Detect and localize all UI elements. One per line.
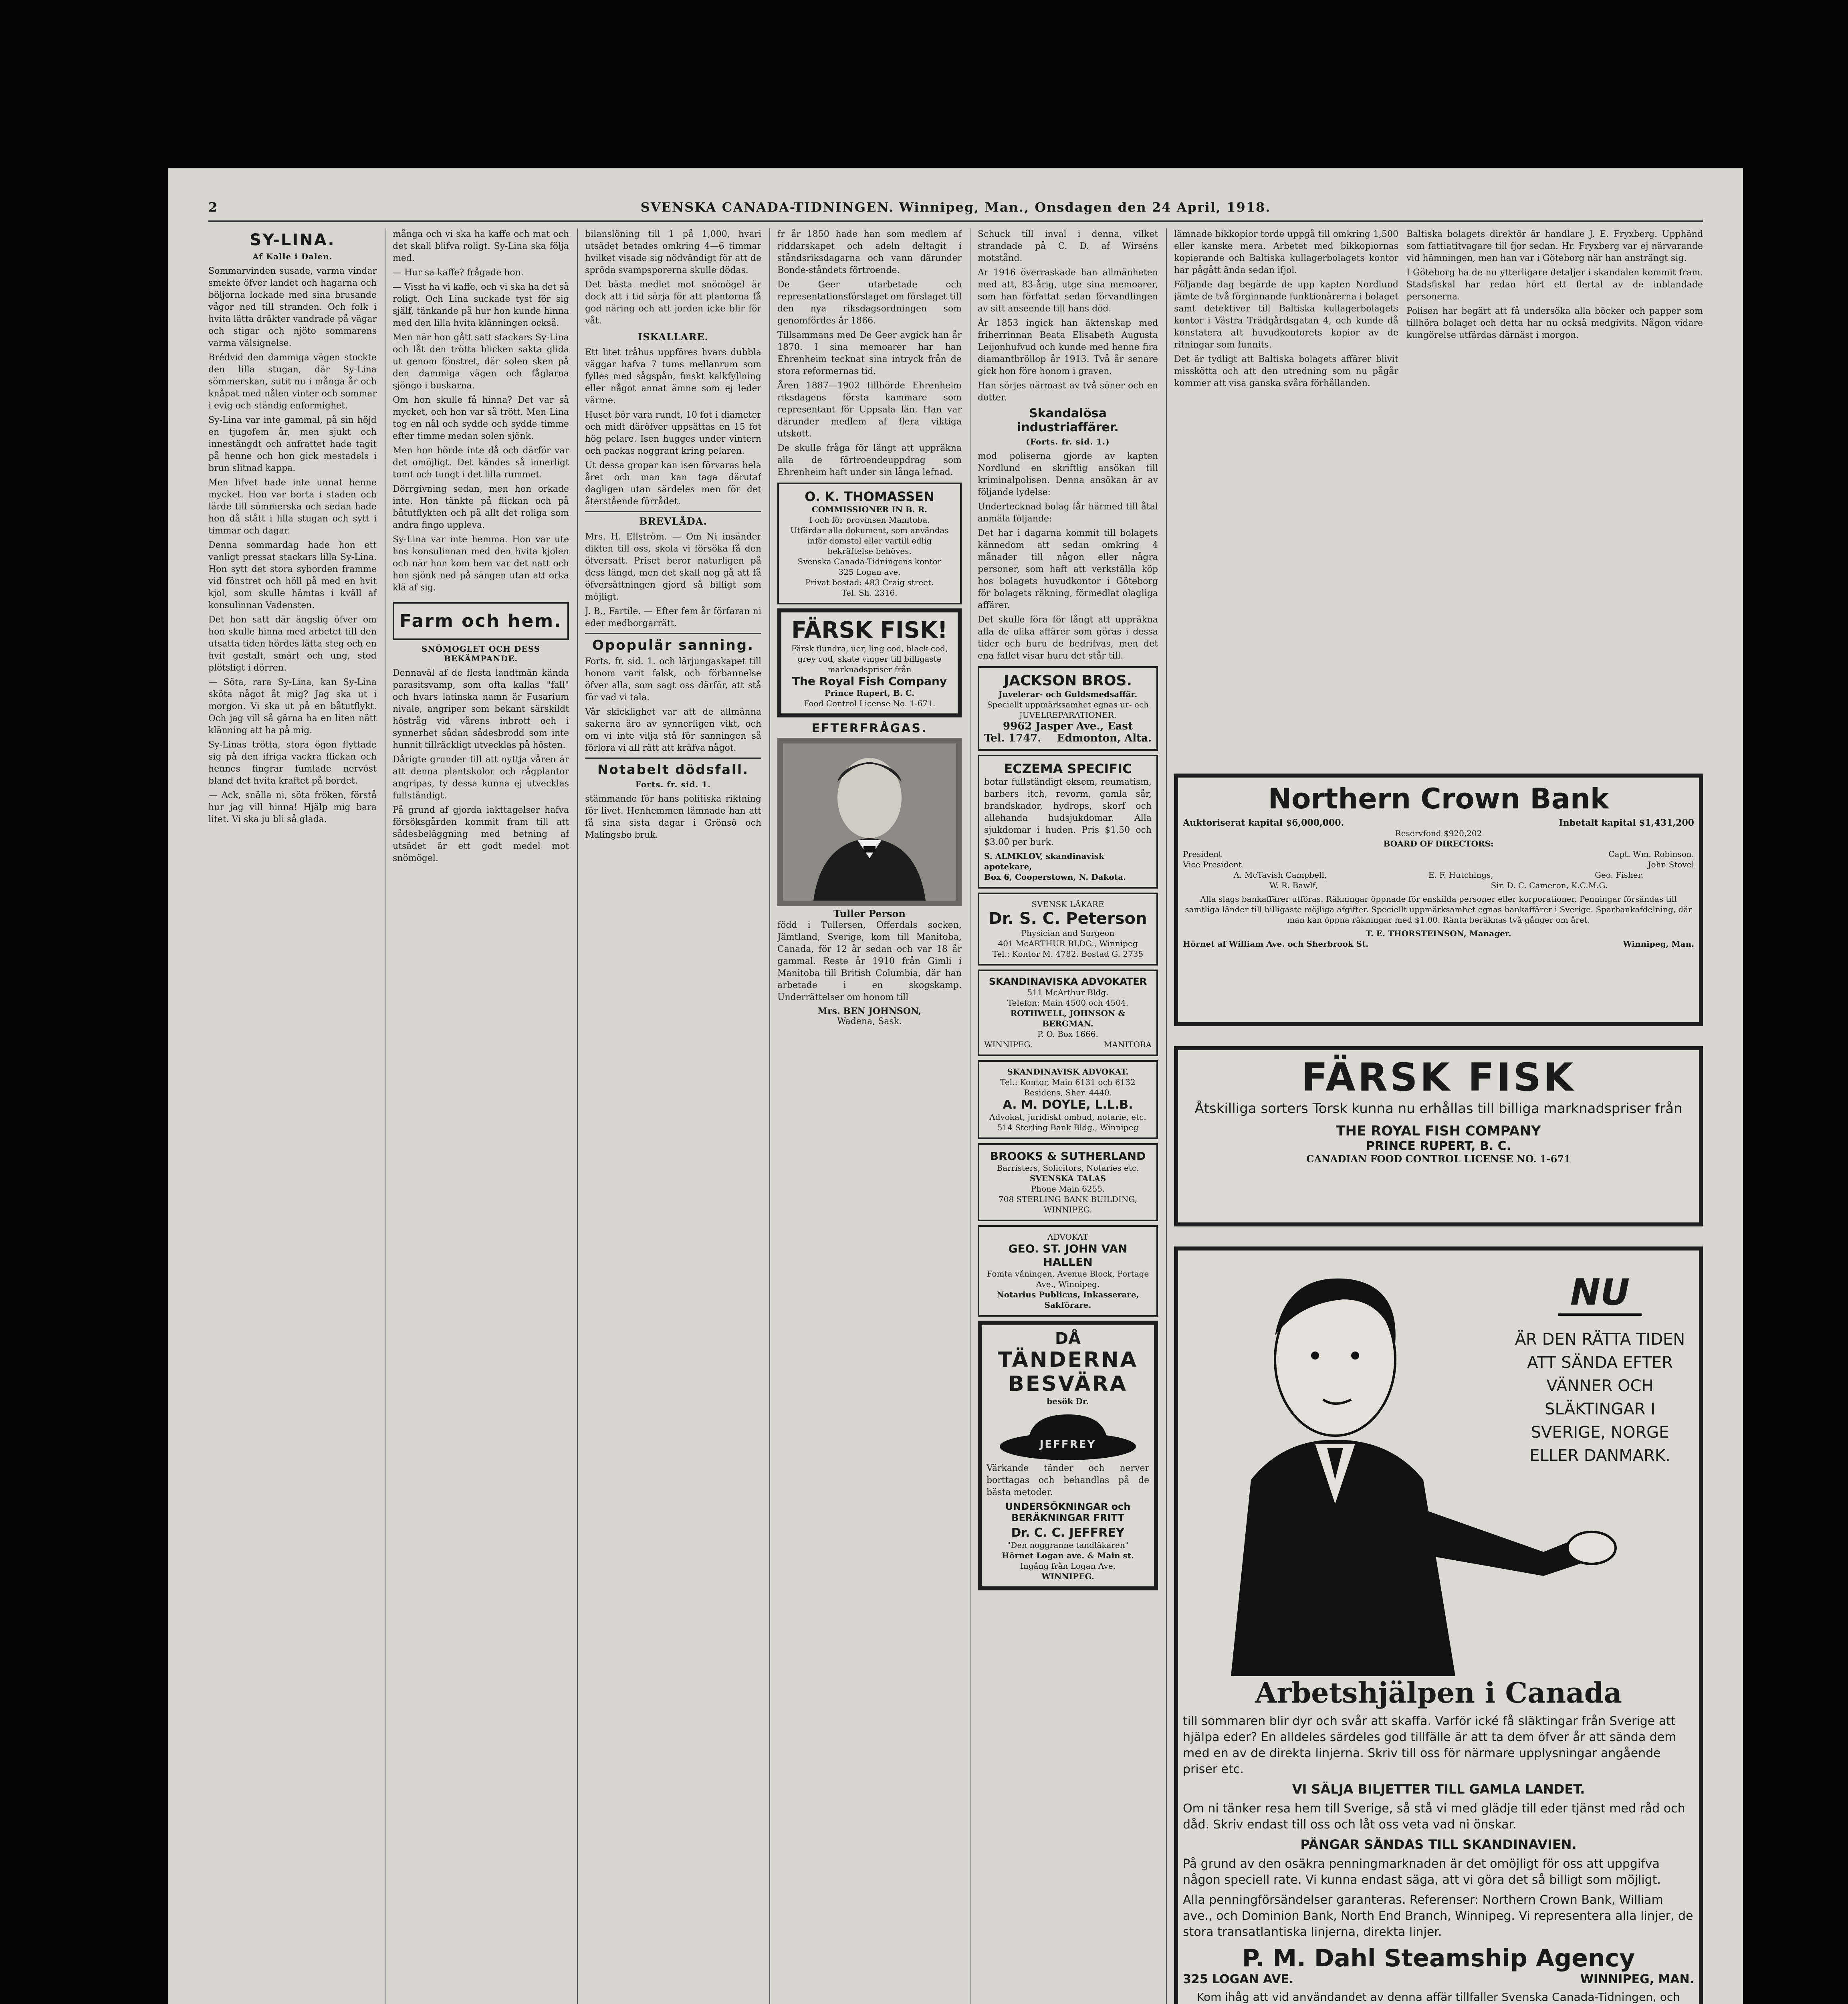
paragraph: Ar 1916 överraskade han allmänheten med att, 83-årig, utge sina memoarer, som han författat sedan förvandlingen av sitt anseende till hans död. [978, 268, 1158, 314]
ad-line: TÄNDERNA [998, 1348, 1138, 1372]
ad-text: Färsk flundra, uer, ling cod, black cod, grey cod, skate vinger till billigaste marknadspriser från [791, 644, 948, 674]
ad-line: UNDERSÖKNINGAR och BERÄKNINGAR FRITT [1005, 1501, 1131, 1523]
ad-line: BESVÄRA [1008, 1372, 1128, 1396]
ad-line: Fomta våningen, Avenue Block, Portage Ave., Winnipeg. [987, 1269, 1149, 1289]
paragraph: Forts. fr. sid. 1. och lärjungaskapet till honom varit falsk, och förbannelse öfver alla, som sagt oss därför, att stå för vad vi tala. [585, 657, 761, 703]
paragraph: Om hon skulle få hinna? Det var så mycket, och hon var så trött. Men Lina tog en nål och sydde och sydde timme efter timme medan solen sjönk. [393, 395, 569, 441]
ad-line: Advokat, juridiskt ombud, notarie, etc. [989, 1112, 1146, 1122]
paragraph: De skulle fråga för längt att uppräkna alla de förtroendeuppdrag som Ehrenheim haft under sin långa lefnad. [777, 443, 962, 477]
bank-president-name: Capt. Wm. Robinson. [1608, 849, 1694, 859]
ad-seller: S. ALMKLOV, skandinavisk apotekare, [984, 851, 1104, 871]
ad-name: Dr. S. C. Peterson [989, 909, 1147, 928]
photo-caption: Tuller Person [833, 908, 906, 919]
ad-text: Värkande tänder och nerver borttagas och behandlas på de bästa metoder. [987, 1463, 1149, 1497]
ad-line: Svenska Canada-Tidningens kontor [797, 557, 942, 566]
ad-city: PRINCE RUPERT, B. C. [1366, 1139, 1511, 1153]
ad-line: ADVOKAT [1047, 1232, 1088, 1242]
ad-city: Edmonton, Alta. [1057, 732, 1152, 744]
hat-label: JEFFREY [1039, 1438, 1096, 1450]
ad-line: Barristers, Solicitors, Notaries etc. [997, 1163, 1139, 1173]
ad-company: THE ROYAL FISH COMPANY [1336, 1123, 1541, 1139]
northern-crown-bank-ad [1174, 774, 1703, 1026]
paragraph: Om ni tänker resa hem till Sverige, så stå vi med glädje till eder tjänst med råd och dåd. Skriv endast till oss och låt oss veta vad ni önskar. [1183, 1802, 1685, 1832]
article-title: Notabelt dödsfall. [597, 762, 749, 777]
ad-tagline: "Den noggranne tandläkaren" [1007, 1540, 1129, 1550]
paragraph: Sy-Linas trötta, stora ögon flyttade sig på den ifriga vackra flickan och hennes fingrar fumlade nervöst bland det hvita kraftet på bordet. [208, 740, 377, 786]
bank-president-label: President [1183, 849, 1222, 859]
ad-entrance: Ingång från Logan Ave. [1020, 1561, 1116, 1571]
paragraph: Brédvid den dammiga vägen stockte den lilla stugan, där Sy-Lina sömmerskan, sutit nu i många år och knåpat med nålen vinter och sommar i evig och ständig enformighet. [208, 353, 377, 411]
ad-line: Juvelerar- och Guldsmedsaffär. [998, 689, 1138, 699]
column-divider [1166, 228, 1167, 2004]
paragraph: — Ack, snälla ni, söta fröken, förstå hur jag vill hinna! Hjälp mig bara litet. Vi ska ju bli så glada. [208, 790, 377, 824]
ad-line: Tel.: Kontor M. 4782. Bostad G. 2735 [992, 949, 1144, 959]
ad-title: FÄRSK FISK [1301, 1055, 1576, 1100]
ad-name: A. M. DOYLE, L.L.B. [1003, 1098, 1133, 1112]
ad-text: Åtskilliga sorters Torsk kunna nu erhållas till billiga marknadspriser från [1194, 1101, 1683, 1117]
paragraph: Baltiska bolagets direktör är handlare J. E. Fryxberg. Upphänd som fattiatitvagare till fjor sedan. Hr. Fryxberg var ej närvarande vid hämningen, men han var i Göteborg när han ansträngt sig. [1406, 229, 1703, 263]
farm-section-banner [393, 602, 569, 640]
paragraph: År 1853 ingick han äktenskap med friherrinnan Beata Elisabeth Augusta Leijonhufvud och kunde med henne fira diamantbröllop år 1913. Två år senare gick hon före honom i graven. [978, 318, 1158, 376]
bank-address: Hörnet af William Ave. och Sherbrook St. [1183, 939, 1369, 949]
article-subtitle: SNÖMOGLET OCH DESS BEKÄMPANDE. [421, 644, 541, 663]
thomassen-ad [777, 483, 962, 604]
section-heading: BREVLÅDA. [639, 515, 707, 527]
doyle-ad [978, 1060, 1158, 1139]
column-divider [769, 228, 770, 2004]
paragraph: Huset bör vara rundt, 10 fot i diameter och midt däröfver uppsättas en 15 fot hög pelare. Isen hugges under vintern och packas noggrant kring pelaren. [585, 410, 761, 456]
advokater-ad [978, 970, 1158, 1056]
paragraph: Åren 1887—1902 tillhörde Ehrenheim riksdagens första kammare som representant för Uppsala län. Han var därunder medlem af flera viktiga utskott. [777, 381, 962, 439]
paragraph: till sommaren blir dyr och svår att skaffa. Varför ické få släktingar från Sverige att hjälpa eder? En alldeles särdeles god tillfälle är att ta dem öfver år att sända dem med en av de direkta linjerna. Skriv till oss för närmare upplysningar angående priser etc. [1183, 1714, 1677, 1776]
paragraph: Mrs. H. Ellström. — Om Ni insänder dikten till oss, skola vi försöka få den öfversatt. Priset beror naturligen på dess längd, men det skall nog gå att få öfversättningen gjord så billigt som möjligt. [585, 532, 761, 602]
paragraph: Ett litet tråhus uppföres hvars dubbla väggar hafva 7 tums mellanrum som fylles med sågspån, finskt kalkfyllning eller något annat ämne som ej leder värme. [585, 347, 761, 406]
dahl-steamship-agency-ad [1174, 1246, 1703, 2004]
portrait-photo [777, 738, 962, 906]
paragraph: Sommarvinden susade, varma vindar smekte öfver landet och hagarna och böljorna lockade med sina brusande vågor ned till stranden. Och folk i hvita lätta dräkter vandrade på vägar och stigar och njöto sommarens varma välsignelse. [208, 266, 377, 348]
ad-line: Utfärdar alla dokument, som användas inför domstol eller vartill edlig bekräftelse behöves. [790, 525, 949, 556]
royal-fish-company-ad [1174, 1046, 1703, 1226]
ad-title: FÄRSK FISK! [791, 617, 948, 643]
paragraph: Schuck till inval i denna, vilket strandade på C. D. af Wirséns motstånd. [978, 229, 1158, 263]
paragraph: Tillsammans med De Geer avgick han år 1870. I sina memoarer har han Ehrenheim tecknat sina intryck från de stora reformernas tid. [777, 330, 962, 376]
article-title: Opopulär sanning. [592, 637, 755, 653]
paragraph: Det har i dagarna kommit till bolagets kännedom att sedan omkring 4 månader till någon eller några personer, som haft att verkställa köp hos bolagets huvudkontor i Göteborg för bolagets räkning, förmedlat olagliga affärer. [978, 528, 1158, 610]
paragraph: Dennaväl af de flesta landtmän kända parasitsvamp, som ofta kallas "fall" och hvars latinska namn är Fusarium nivale, angriper som bekant särskildt höstråg vid vårens inbrott och i synnerhet sådan sådesbrodd som inte hunnit tillräckligt utvecklas på hösten. [393, 668, 569, 750]
paragraph: Sy-Lina var inte hemma. Hon var ute hos konsulinnan med den hvita kjolen och när hon kom hem var det natt och hon sjönk ned på sängen utan att orka klä af sig. [393, 535, 569, 593]
paragraph: — Visst ha vi kaffe, och vi ska ha det så roligt. Och Lina suckade tyst för sig själf, tänkande på hur hon kunde hinna med den lilla hvita klänningen också. [393, 282, 569, 328]
ad-name: BROOKS & SUTHERLAND [990, 1149, 1146, 1163]
bank-capital-paid: Inbetalt kapital $1,431,200 [1559, 818, 1694, 828]
paragraph: På grund av den osäkra penningmarknaden är det omöjligt för oss att uppgifva någon speciell rate. Vi kunna endast säga, att vi göra det så billigt som möjligt. [1183, 1857, 1661, 1887]
ad-address: Hörnet Logan ave. & Main st. [1002, 1551, 1134, 1560]
paragraph: Vår skicklighet var att de allmänna sakerna äro av synnerligen vikt, och om vi inte vilja stå för sanningen så förlora vi all rätt att kräfva något. [585, 707, 761, 753]
article-cont: (Forts. fr. sid. 1.) [1026, 437, 1110, 446]
signature-city: Wadena, Sask. [837, 1016, 902, 1026]
column-3 [585, 228, 761, 2004]
paragraph: Det skulle föra för långt att uppräkna alla de olika affärer som göras i dessa tider och huru de bedrifvas, men det ena fallet visar huru det står till. [978, 615, 1158, 661]
paragraph: född i Tullersen, Offerdals socken, Jämtland, Sverige, kom till Manitoba, Canada, för 12 år sedan och var 18 år gammal. Reste år 1910 från Gimli i Manitoba till British Columbia, där han arbetade i en skogskamp. Underrättelser om honom till [777, 920, 962, 1002]
paragraph: Dårigte grunder till att nyttja våren är att denna plantskolor och rågplantor angripas, ty dessa kunna ej utvecklas fullständigt. [393, 755, 569, 801]
column-2 [393, 228, 569, 2004]
paragraph: Polisen har begärt att få undersöka alla böcker och papper som tillhöra bolaget och detta har nu också medgivits. Någon vidare kungörelse utfärdas därnäst i morgon. [1406, 306, 1703, 340]
jeffrey-dentist-ad [978, 1321, 1158, 1590]
newspaper-page [168, 168, 1743, 2004]
bank-board: BOARD OF DIRECTORS: [1383, 839, 1494, 848]
section-heading: EFTERFRÅGAS. [811, 721, 928, 735]
paragraph: Men lifvet hade inte unnat henne mycket. Hon var borta i staden och lärde till sömmerska och sedan hade hon då stått i lilla stugan och sytt i timmar och dagar. [208, 478, 377, 536]
paragraph: Det är tydligt att Baltiska bolagets affärer blivit misskötta och att den utredning som nu pågår kommer att visa ganska svåra förhållanden. [1174, 354, 1398, 388]
bank-director: A. McTavish Campbell, [1233, 870, 1327, 880]
bank-director: W. R. Bawlf, [1269, 881, 1318, 890]
article-title: Skandalösa industriaffärer. [1017, 406, 1119, 434]
column-4 [777, 228, 962, 2004]
divider [585, 511, 761, 512]
paragraph: På grund af gjorda iakttagelser hafva försöksgården kommit fram till att sådesbeläggning med betning af utsädet är ett godt medel mot snömögel. [393, 805, 569, 863]
ad-line: DÅ [1055, 1329, 1081, 1348]
paragraph: Det bästa medlet mot snömögel är dock att i tid sörja för att plantorna få god näring och att jorden icke blir för våt. [585, 280, 761, 326]
ad-line: I och för provinsen Manitoba. [809, 515, 930, 525]
agency-name: P. M. Dahl Steamship Agency [1242, 1944, 1635, 1972]
nu-heading: NU [1558, 1271, 1642, 1316]
ad-line: COMMISSIONER IN B. R. [811, 505, 928, 514]
ad-name: Dr. C. C. JEFFREY [1011, 1526, 1125, 1540]
bank-vice-name: John Stovel [1648, 860, 1694, 869]
paragraph: Denna sommardag hade hon ett vanligt pressat stackars lilla Sy-Lina. Hon sytt det stora syborden framme vid fönstret och höll på med en hvit kjol, som skulle hämtas i kväll af konsulinnan Vadensten. [208, 540, 377, 610]
story-title: SY-LINA. [250, 231, 335, 249]
bank-manager: T. E. THORSTEINSON, Manager. [1366, 929, 1511, 938]
paragraph: Dörrgivning sedan, men hon orkade inte. Hon tänkte på flickan och på båtutflykten och på allt det roliga som andra fingo uppleva. [393, 484, 569, 530]
brooks-sutherland-ad [978, 1143, 1158, 1221]
ad-city: Prince Rupert, B. C. [824, 688, 915, 698]
bank-city: Winnipeg, Man. [1623, 939, 1694, 949]
paragraph: Undertecknad bolag får härmed till åtal anmäla följande: [978, 502, 1158, 524]
ad-line: Privat bostad: 483 Craig street. [805, 578, 934, 587]
paragraph: Men hon hörde inte då och därför var det omöjligt. Det kändes så innerligt tomt och tungt i det lilla rummet. [393, 446, 569, 480]
paragraph: Kom ihåg att vid användandet av denna affär tillfaller Svenska Canada-Tidningen, och [1197, 1990, 1680, 2004]
paragraph: Följande dag begärde de upp kapten Nordlund jämte de två förginnande funktionärerna i bolaget samt detektiver till Baltiska kullagerbolagets kontor i Västra Trädgårdsgatan 4, och kunde då konstatera att huvudkontorets kopior av de ritningar som funnits. [1174, 280, 1398, 350]
ad-company: The Royal Fish Company [792, 675, 947, 688]
ad-line: 9962 Jasper Ave., East [1003, 720, 1133, 732]
paragraph: J. B., Fartile. — Efter fem år förfaran ni eder medborgarrätt. [585, 606, 761, 628]
ad-text: botar fullständigt eksem, reumatism, barbers itch, revorm, gamla sår, brandskador, hydrops, skorf och allehanda hudsjukdomar. Alla sjukdomar i huden. Pris $1.50 och $3.00 per burk. [984, 777, 1152, 847]
paragraph: Alla penningförsändelser garanteras. Referenser: Northern Crown Bank, William ave., och Dominion Bank, North End Branch, Winnipeg. Vi representera alla linjer, de stora transatlantiska linjerna, direkta linjer. [1183, 1893, 1693, 1939]
bank-reserve: Reservfond $920,202 [1395, 828, 1482, 838]
ad-province: MANITOBA [1104, 1040, 1152, 1049]
story-byline: Af Kalle i Dalen. [252, 252, 333, 261]
ad-line: 708 STERLING BANK BUILDING, WINNIPEG. [999, 1194, 1137, 1214]
ad-line: 401 McARTHUR BLDG., Winnipeg [998, 939, 1138, 948]
page-header [208, 192, 1703, 222]
ad-title: SKANDINAVISKA ADVOKATER [989, 976, 1147, 987]
ad-line: ROTHWELL, JOHNSON & BERGMAN. [1010, 1008, 1126, 1028]
ad-name: O. K. THOMASSEN [805, 489, 934, 504]
paragraph: många och vi ska ha kaffe och mat och det skall blifva roligt. Sy-Lina ska följa med. [393, 229, 569, 263]
ad-line: 325 Logan ave. [838, 567, 901, 577]
ad-line: Telefon: Main 4500 och 4504. [1007, 998, 1129, 1008]
ad-line: besök Dr. [1047, 1396, 1089, 1406]
ad-line: 511 McArthur Bldg. [1027, 988, 1109, 997]
bank-director: E. F. Hutchings, [1428, 870, 1493, 880]
ad-title: ECZEMA SPECIFIC [1004, 761, 1132, 776]
paragraph: fr år 1850 hade han som medlem af riddarskapet och adeln deltagit i ståndsriksdagarna och vann därunder Bonde-ståndets förtroende. [777, 229, 962, 275]
ad-line: Phone Main 6255. [1031, 1184, 1105, 1194]
bank-text: Alla slags bankaffärer utföras. Räkningar öppnade för enskilda personer eller korporationer. Penningar försändas till samtliga länder till billigaste möjliga afgifter. Speciellt uppmärksamhet egnas bankaffärer i Sverige. Sparbankafdelning, där man kan öppna räkningar med $1.00. Ränta beräknas två gånger om året. [1185, 894, 1692, 925]
eczema-ad [978, 755, 1158, 889]
paragraph: De Geer utarbetade och representationsförslaget om förslaget till den nya riksdagsordningen som genomfördes år 1866. [777, 280, 962, 326]
steamship-subheading: PÄNGAR SÄNDAS TILL SKANDINAVIEN. [1300, 1837, 1577, 1852]
agency-city: WINNIPEG, MAN. [1580, 1972, 1694, 1986]
agency-address: 325 LOGAN AVE. [1183, 1972, 1294, 1986]
ad-line: SVENSK LÄKARE [1031, 899, 1104, 909]
paragraph: Sy-Lina var inte gammal, på sin höjd en tjugofem år, men sjukt och innestängdt och anfrattet hade tagit på henne och hon gick mestadels i brun slitnad kappa. [208, 415, 377, 473]
ad-address: Box 6, Cooperstown, N. Dakota. [984, 872, 1126, 882]
ad-line: SVENSKA TALAS [1029, 1174, 1106, 1183]
ad-line: Notarius Publicus, Inkasserare, Sakförare. [997, 1290, 1139, 1310]
bank-name: Northern Crown Bank [1268, 782, 1609, 815]
ad-name: GEO. ST. JOHN VAN HALLEN [1008, 1242, 1128, 1269]
bank-vice-label: Vice President [1183, 860, 1242, 869]
van-hallen-ad [978, 1225, 1158, 1317]
masthead-line: SVENSKA CANADA-TIDNINGEN. Winnipeg, Man., Onsdagen den 24 April, 1918. [640, 200, 1271, 215]
ad-title: SKANDINAVISK ADVOKAT. [1007, 1067, 1129, 1077]
ad-name: JACKSON BROS. [1003, 673, 1132, 689]
paragraph: stämmande för hans politiska riktning för livet. Henhemmen lämnade han att få sina sista dagar i Grönsö och Malingsbo bruk. [585, 794, 761, 840]
ad-line: Physician and Surgeon [1021, 928, 1115, 938]
ad-city: WINNIPEG. [1041, 1572, 1094, 1581]
paragraph: Men när hon gått satt stackars Sy-Lina och låt den trötta blicken sakta glida ut genom fönstret, där solen sken på den dammiga vägen och fåglarna sjöngo i buskarna. [393, 333, 569, 391]
article-cont: Forts. fr. sid. 1. [635, 780, 711, 789]
ad-line: Speciellt uppmärksamhet egnas ur- och JUVELREPARATIONER. [987, 700, 1149, 720]
divider [585, 633, 761, 634]
steamship-heading: Arbetshjälpen i Canada [1255, 1676, 1622, 1709]
steamship-subheading: VI SÄLJA BILJETTER TILL GAMLA LANDET. [1292, 1782, 1585, 1797]
ad-license: CANADIAN FOOD CONTROL LICENSE NO. 1-671 [1306, 1153, 1571, 1165]
column-8 [1406, 228, 1703, 758]
paragraph: Ut dessa gropar kan isen förvaras hela året och man kan taga därutaf dagligen utan särdeles men för det återstående förrådet. [585, 461, 761, 507]
page-number: 2 [208, 200, 218, 215]
paragraph: — Hur sa kaffe? frågade hon. [393, 268, 524, 278]
ad-line: Tel. Sh. 2316. [841, 588, 898, 598]
column-5 [978, 228, 1158, 2004]
signature: Mrs. BEN JOHNSON, [817, 1006, 922, 1016]
column-divider [577, 228, 578, 2004]
fresh-fish-ad [777, 608, 962, 717]
paragraph: mod poliserna gjorde av kapten Nordlund en skriftlig ansökan till kriminalpolisen. Denna ansökan är av följande lydelse: [978, 451, 1158, 497]
ad-city: WINNIPEG. [984, 1040, 1033, 1049]
ad-line: Tel.: Kontor, Main 6131 och 6132 [1000, 1077, 1136, 1087]
ad-line: 514 Sterling Bank Bldg., Winnipeg [997, 1123, 1139, 1132]
jackson-bros-ad [978, 666, 1158, 751]
section-title: Farm och hem. [399, 611, 562, 631]
column-1 [208, 228, 377, 2004]
paragraph: bilanslöning till 1 på 1,000, hvari utsädet betades omkring 4—6 timmar hvilket visade sig nödvändigt för att de spröda svampsporerna skulle dödas. [585, 229, 761, 275]
bank-capital-authorized: Auktoriserat kapital $6,000,000. [1183, 818, 1344, 828]
paragraph: Han sörjes närmast av två söner och en dotter. [978, 381, 1158, 403]
ad-line: P. O. Box 1666. [1037, 1029, 1098, 1039]
bank-director: Sir. D. C. Cameron, K.C.M.G. [1491, 881, 1608, 890]
steamship-side-text: ÄR DEN RÄTTA TIDEN ATT SÄNDA EFTER VÄNNER OCH SLÄKTINGAR I SVERIGE, NORGE ELLER DANMARK. [1515, 1330, 1685, 1465]
paragraph: I Göteborg ha de nu ytterligare detaljer i skandalen kommit fram. Stadsfiskal har redan hört ett flertal av de inblandade personerna. [1406, 268, 1703, 302]
divider [585, 758, 761, 759]
bank-director: Geo. Fisher. [1595, 870, 1644, 880]
ad-line: Residens, Sher. 4440. [1024, 1088, 1112, 1097]
paragraph: Det hon satt där ängslig öfver om hon skulle hinna med arbetet till den utsatta tiden hördes lätta steg och en hvit gestalt, smärt och ung, stod plötsligt i dörren. [208, 615, 377, 673]
ad-phone: Tel. 1747. [984, 732, 1041, 744]
paragraph: — Söta, rara Sy-Lina, kan Sy-Lina sköta något åt mig? Jag ska ut i morgon. Vi ska ut på en båtutflykt. Och jag vill så gärna ha en liten nätt klänning att ha på mig. [208, 677, 377, 735]
peterson-ad [978, 893, 1158, 966]
column-7 [1174, 228, 1398, 758]
ad-license: Food Control License No. 1-671. [803, 699, 936, 708]
paragraph: lämnade bikkopior torde uppgå till omkring 1,500 eller kanske mera. Arbetet med bikkopiornas kopierande och Baltiska kullagerbolagets kontor har pågått ända sedan ifjol. [1174, 229, 1398, 275]
section-heading: ISKALLARE. [638, 331, 709, 343]
hat-icon [987, 1406, 1149, 1463]
